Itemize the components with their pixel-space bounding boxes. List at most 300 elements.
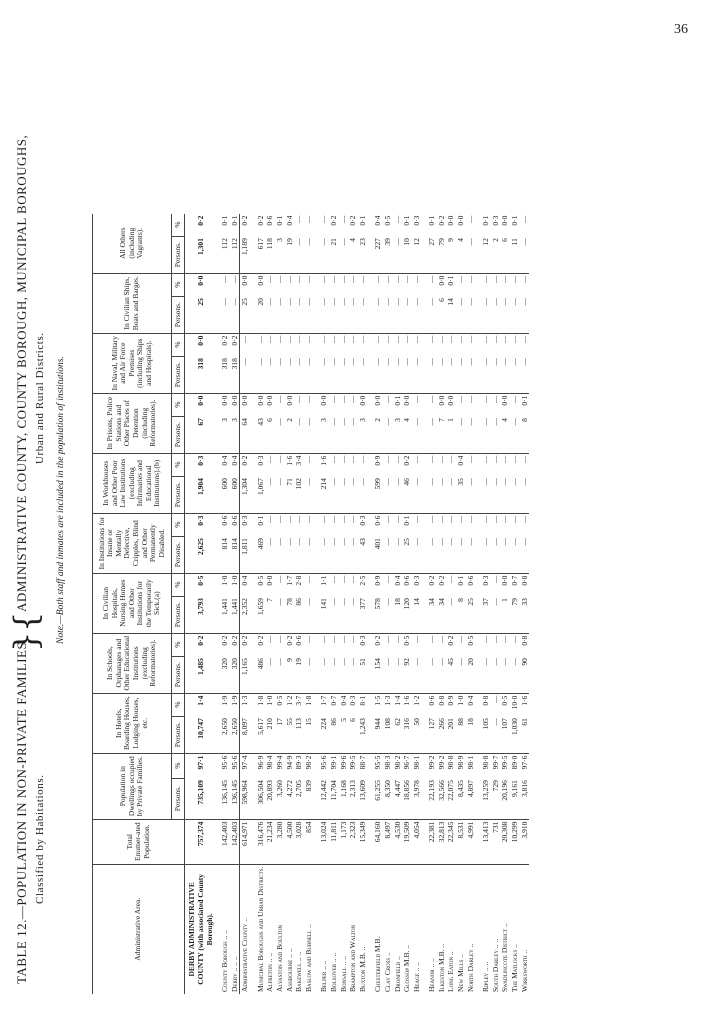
cell-persons: — — [481, 476, 491, 513]
cell-percent: — — [265, 275, 275, 284]
cell-percent: 0·2 — [446, 635, 456, 646]
cell-persons: — — [510, 536, 520, 573]
cell-total: 11,811 — [329, 819, 339, 864]
cell-percent: 0·5 — [500, 695, 510, 706]
cell-percent: 0·1 — [402, 515, 412, 526]
cell-persons: — — [304, 656, 314, 693]
cell-persons: — — [358, 356, 368, 393]
cell-total: 3,280 — [275, 819, 285, 864]
cell-percent: 89·0 — [510, 755, 520, 770]
table-row — [240, 214, 250, 994]
cell-percent: — — [303, 215, 313, 224]
cell-percent: 0·2 — [348, 215, 358, 226]
subheader-persons: Persons. — [172, 476, 185, 513]
cell-persons: 578 — [373, 596, 383, 633]
cell-percent: 0·6 — [373, 515, 383, 526]
cell-percent: 0·0 — [265, 395, 275, 406]
cell-persons: 6 — [437, 296, 447, 333]
cell-percent: 0·2 — [240, 215, 250, 226]
cell-percent: — — [348, 515, 358, 524]
cell-persons: 2,313 — [348, 778, 358, 819]
cell-persons: 13,609 — [358, 778, 368, 819]
cell-percent: 1·0 — [265, 695, 275, 706]
cell-percent: 0·3 — [490, 215, 500, 226]
cell-percent: — — [392, 515, 402, 524]
row-area-name: North Darley .. — [465, 943, 475, 992]
cell-percent: 0·2 — [240, 635, 250, 646]
subheader-percent: % — [172, 393, 185, 416]
cell-total: 854 — [304, 819, 314, 864]
cell-persons: 20 — [466, 656, 476, 693]
cell-total: 8,497 — [383, 819, 393, 864]
cell-persons: 17 — [275, 716, 285, 753]
cell-percent: 0·9 — [446, 695, 456, 706]
cell-persons: — — [412, 296, 422, 333]
cell-persons: 10 — [402, 236, 412, 273]
cell-persons: 1,168 — [339, 778, 349, 819]
cell-percent: — — [519, 455, 529, 464]
cell-percent: 0·6 — [465, 575, 475, 586]
cell-persons: 21 — [329, 236, 339, 273]
cell-persons: 1,811 — [240, 536, 250, 573]
cell-persons: — — [491, 296, 501, 333]
cell-persons: — — [491, 356, 501, 393]
cell-percent: 0·2 — [240, 455, 250, 466]
cell-persons: — — [481, 416, 491, 453]
cell-persons: — — [275, 536, 285, 573]
cell-percent: — — [500, 455, 510, 464]
cell-persons: 1,485 — [185, 656, 215, 693]
cell-persons: 141 — [319, 596, 329, 633]
cell-percent: — — [357, 335, 367, 344]
cell-persons: 32,566 — [437, 778, 447, 819]
cell-percent: — — [382, 395, 392, 404]
cell-percent: 98·8 — [481, 755, 491, 770]
table-row — [329, 214, 339, 994]
cell-persons: — — [294, 236, 304, 273]
table-row — [294, 214, 304, 994]
cell-percent: — — [427, 275, 437, 284]
cell-percent: 0·2 — [436, 575, 446, 586]
cell-percent: 0·8 — [481, 695, 491, 706]
cell-percent: — — [465, 455, 475, 464]
cell-total: 4,054 — [412, 819, 422, 864]
cell-percent: 88·7 — [357, 755, 367, 770]
cell-persons: — — [412, 416, 422, 453]
cell-persons: 3 — [220, 416, 230, 453]
cell-percent: — — [338, 635, 348, 644]
cell-persons: — — [329, 356, 339, 393]
cell-percent: 0·1 — [274, 215, 284, 226]
cell-persons: 227 — [373, 236, 383, 273]
cell-persons: 3 — [319, 416, 329, 453]
cell-percent: — — [465, 515, 475, 524]
cell-percent: 1·3 — [382, 695, 392, 706]
cell-persons: — — [402, 296, 412, 333]
cell-persons: 1,441 — [230, 596, 240, 633]
cell-percent: 0·2 — [230, 633, 240, 656]
cell-percent: — — [284, 515, 294, 524]
table-row — [491, 214, 501, 994]
cell-total: 3,028 — [294, 819, 304, 864]
cell-persons: — — [275, 656, 285, 693]
cell-persons: — — [265, 656, 275, 693]
cell-percent: — — [338, 335, 348, 344]
cell-percent: 3·7 — [294, 695, 304, 706]
cell-total: 32,813 — [437, 819, 447, 864]
cell-persons: — — [491, 416, 501, 453]
row-area-name: Municipal Boroughs and Urban Districts. — [255, 866, 265, 992]
cell-percent: 0·0 — [319, 395, 329, 406]
cell-percent: — — [490, 575, 500, 584]
cell-persons: 8,435 — [456, 778, 466, 819]
cell-percent: 0·0 — [357, 395, 367, 406]
cell-persons: — — [373, 296, 383, 333]
subheader-percent: % — [172, 214, 185, 237]
cell-persons: — — [393, 476, 403, 513]
cell-percent: — — [338, 395, 348, 404]
row-area-name: Wirksworth .. — [519, 949, 529, 992]
cell-percent: — — [510, 395, 520, 404]
cell-persons: — — [466, 416, 476, 453]
cell-percent: — — [284, 335, 294, 344]
cell-persons: 617 — [256, 236, 266, 273]
cell-persons: 19 — [285, 236, 295, 273]
cell-persons: — — [358, 476, 368, 513]
cell-persons: 35 — [456, 476, 466, 513]
cell-persons: 136,145 — [230, 778, 240, 819]
cell-persons: — — [275, 596, 285, 633]
cell-persons: — — [510, 416, 520, 453]
cell-persons: 61,255 — [373, 778, 383, 819]
cell-percent: 0·1 — [510, 215, 520, 226]
cell-percent: — — [411, 275, 421, 284]
cell-persons: — — [446, 356, 456, 393]
cell-persons: — — [491, 716, 501, 753]
header-area: Administrative Area. — [93, 864, 185, 994]
cell-persons: — — [500, 476, 510, 513]
cell-percent: — — [274, 515, 284, 524]
cell-percent: — — [303, 335, 313, 344]
cell-persons: — — [265, 356, 275, 393]
cell-persons: — — [446, 596, 456, 633]
subheader-percent: % — [172, 573, 185, 596]
cell-total: 3,910 — [520, 819, 530, 864]
row-area-name: Bonsall .. .. — [338, 956, 348, 992]
cell-percent: — — [427, 335, 437, 344]
cell-persons: — — [275, 476, 285, 513]
cell-percent: 0·2 — [230, 333, 240, 356]
cell-percent: — — [490, 275, 500, 284]
cell-percent: — — [294, 215, 304, 224]
cell-persons: — — [427, 356, 437, 393]
cell-percent: — — [456, 275, 466, 284]
cell-percent: 0·4 — [373, 215, 383, 226]
cell-persons: — — [285, 536, 295, 573]
cell-percent: 0·3 — [348, 695, 358, 706]
cell-persons: 1,067 — [256, 476, 266, 513]
header-schools: In Schools, Orphanages and Other Educational Institutions (excluding Reformatories). — [93, 633, 172, 693]
cell-percent: 0·6 — [427, 695, 437, 706]
cell-percent: 1·6 — [402, 695, 412, 706]
cell-persons: 3,816 — [520, 778, 530, 819]
cell-total: 22,345 — [446, 819, 456, 864]
cell-persons: — — [393, 236, 403, 273]
cell-percent: 94·9 — [284, 755, 294, 770]
row-area-name: Heanor .. .. — [427, 958, 437, 992]
subheader-persons: Persons. — [172, 416, 185, 453]
cell-percent: — — [373, 275, 383, 284]
cell-percent: — — [465, 275, 475, 284]
cell-persons: — — [339, 236, 349, 273]
cell-percent: 0·8 — [519, 575, 529, 586]
cell-percent: 0·3 — [240, 515, 250, 526]
cell-persons: — — [294, 536, 304, 573]
cell-persons: — — [348, 596, 358, 633]
cell-percent: 0·2 — [373, 635, 383, 646]
cell-percent: — — [348, 275, 358, 284]
cell-persons: 20 — [256, 296, 266, 333]
cell-persons: 25 — [240, 296, 250, 333]
cell-percent: — — [303, 455, 313, 464]
cell-percent: 0·4 — [392, 575, 402, 586]
cell-persons: 814 — [220, 536, 230, 573]
cell-percent: 0·0 — [240, 275, 250, 286]
table-row — [510, 214, 520, 994]
cell-percent: — — [481, 515, 491, 524]
cell-persons: — — [383, 416, 393, 453]
cell-percent: — — [348, 575, 358, 584]
cell-persons: 22,193 — [427, 778, 437, 819]
cell-persons: 78 — [285, 596, 295, 633]
cell-persons: 13,259 — [481, 778, 491, 819]
cell-percent: 0·1 — [456, 575, 466, 586]
table-row — [230, 214, 240, 994]
cell-percent: 0·0 — [195, 275, 205, 286]
cell-percent: — — [348, 455, 358, 464]
row-area-name: New Mills .. — [456, 954, 466, 992]
cell-total: 64,160 — [373, 819, 383, 864]
cell-percent: 0·6 — [265, 215, 275, 226]
cell-persons: — — [275, 356, 285, 393]
cell-percent: 95·6 — [319, 755, 329, 770]
cell-percent: 0·3 — [255, 455, 265, 466]
cell-percent: 1·6 — [519, 695, 529, 706]
cell-persons: 120 — [402, 596, 412, 633]
cell-percent: — — [411, 335, 421, 344]
cell-persons: 5,617 — [256, 716, 266, 753]
cell-percent: — — [382, 275, 392, 284]
cell-persons: — — [339, 536, 349, 573]
cell-percent: 0·2 — [195, 215, 205, 226]
table-title: TABLE 12.—POPULATION IN NON-PRIVATE FAMILIES — [14, 641, 29, 984]
cell-percent: 0·2 — [255, 635, 265, 646]
cell-persons: 79 — [437, 236, 447, 273]
cell-percent: — — [427, 395, 437, 404]
cell-percent: 95·6 — [230, 753, 240, 778]
cell-percent: 0·4 — [240, 575, 250, 586]
cell-persons: 25 — [185, 296, 215, 333]
cell-percent: 0·6 — [402, 575, 412, 586]
cell-persons: — — [339, 416, 349, 453]
cell-persons: 318 — [185, 356, 215, 393]
cell-percent: — — [274, 395, 284, 404]
cell-percent: — — [338, 455, 348, 464]
row-area-name: Alfreton .. .. — [265, 952, 275, 992]
cell-persons: 10,747 — [185, 716, 215, 753]
table-row — [446, 214, 456, 994]
cell-persons: 12 — [412, 236, 422, 273]
cell-percent: 99·4 — [274, 755, 284, 770]
cell-percent: 98·9 — [456, 755, 466, 770]
row-area-name: Ripley .. .. — [481, 961, 491, 992]
cell-persons: — — [466, 356, 476, 393]
row-area-name: South Darley .. .. — [490, 938, 500, 992]
cell-persons: 9 — [285, 656, 295, 693]
page-number: 36 — [674, 22, 688, 37]
row-area-name: Administrative County .. — [240, 917, 250, 992]
row-area-name: Glossop M.B. .. — [402, 945, 412, 992]
cell-percent: 10·0 — [510, 695, 520, 710]
cell-percent: 0·0 — [240, 395, 250, 406]
cell-percent: 0·0 — [402, 395, 412, 406]
row-area-name: Heage .. .. — [411, 962, 421, 992]
cell-persons: — — [437, 536, 447, 573]
cell-persons: — — [220, 296, 230, 333]
cell-percent: — — [490, 635, 500, 644]
header-others: All Others (including Vagrants). — [93, 214, 172, 274]
cell-percent: 0·0 — [446, 215, 456, 226]
cell-persons: 55 — [285, 716, 295, 753]
cell-persons: — — [329, 596, 339, 633]
cell-persons: 839 — [304, 778, 314, 819]
row-area-name: Brampton and Walton — [348, 924, 358, 992]
cell-persons: — — [240, 356, 250, 393]
cell-persons: — — [466, 536, 476, 573]
subheader-persons: Persons. — [172, 236, 185, 273]
cell-percent: — — [490, 335, 500, 344]
cell-persons: — — [456, 356, 466, 393]
cell-persons: — — [358, 296, 368, 333]
cell-persons: 2,650 — [220, 716, 230, 753]
cell-percent: — — [436, 515, 446, 524]
cell-persons: — — [510, 656, 520, 693]
row-area-name: Bolsover .. .. — [328, 952, 338, 992]
cell-persons: 18 — [393, 596, 403, 633]
cell-persons: 1,304 — [240, 476, 250, 513]
cell-percent: 96·7 — [402, 755, 412, 770]
cell-persons: — — [412, 656, 422, 693]
cell-persons: — — [319, 296, 329, 333]
cell-percent: — — [382, 335, 392, 344]
cell-persons: 1,243 — [358, 716, 368, 753]
cell-persons: 14 — [446, 296, 456, 333]
cell-percent: — — [510, 275, 520, 284]
cell-percent: — — [490, 695, 500, 704]
cell-persons: — — [427, 536, 437, 573]
cell-percent: — — [427, 455, 437, 464]
table-row — [275, 214, 285, 994]
cell-persons: — — [481, 296, 491, 333]
cell-percent: — — [303, 395, 313, 404]
cell-persons: 3 — [230, 416, 240, 453]
cell-persons: 51 — [358, 656, 368, 693]
cell-percent: 0·2 — [436, 215, 446, 226]
cell-percent: 1·9 — [230, 693, 240, 716]
cell-persons: 12 — [481, 236, 491, 273]
cell-persons: 8,097 — [240, 716, 250, 753]
cell-percent: — — [348, 635, 358, 644]
cell-percent: 99·2 — [436, 755, 446, 770]
table-row — [481, 214, 491, 994]
cell-percent: — — [319, 215, 329, 224]
cell-persons: — — [412, 536, 422, 573]
cell-persons: 1,165 — [240, 656, 250, 693]
cell-persons: 105 — [481, 716, 491, 753]
cell-total: 614,971 — [240, 819, 250, 864]
cell-percent: 0·3 — [357, 635, 367, 646]
cell-persons: 3,978 — [412, 778, 422, 819]
cell-percent: 0·3 — [357, 515, 367, 526]
cell-persons: — — [500, 656, 510, 693]
cell-persons: 486 — [256, 656, 266, 693]
cell-persons: 33 — [520, 596, 530, 633]
cell-percent: 0·1 — [519, 395, 529, 406]
cell-total: 4,530 — [393, 819, 403, 864]
cell-percent: 97·6 — [519, 755, 529, 770]
cell-percent: 0·0 — [230, 393, 240, 416]
cell-percent: 0·8 — [436, 695, 446, 706]
cell-percent: — — [319, 275, 329, 284]
cell-persons: — — [491, 596, 501, 633]
cell-persons: — — [456, 416, 466, 453]
cell-percent: — — [303, 515, 313, 524]
cell-persons: 7 — [437, 416, 447, 453]
cell-persons: — — [437, 656, 447, 693]
table-note: Note.—Both staff and inmates are included in the population of institutions. — [56, 356, 66, 644]
cell-percent: — — [402, 335, 412, 344]
cell-persons: — — [393, 296, 403, 333]
cell-percent: — — [348, 395, 358, 404]
cell-total: 757,374 — [185, 819, 215, 864]
cell-persons: 729 — [491, 778, 501, 819]
cell-persons: — — [275, 416, 285, 453]
cell-persons: 1,189 — [240, 236, 250, 273]
cell-percent: 0·4 — [338, 695, 348, 706]
subheader-percent: % — [172, 273, 185, 296]
cell-persons: — — [256, 356, 266, 393]
cell-percent: 95·5 — [373, 755, 383, 770]
table-row — [348, 214, 358, 994]
cell-percent: 0·0 — [255, 275, 265, 286]
cell-persons: 4,272 — [285, 778, 295, 819]
cell-percent: 0·0 — [436, 395, 446, 406]
row-area-name: Dronfield .. — [392, 956, 402, 992]
cell-percent: 0·4 — [220, 455, 229, 466]
cell-persons: — — [339, 476, 349, 513]
subheader-persons: Persons. — [172, 296, 185, 333]
cell-persons: — — [500, 356, 510, 393]
cell-percent: — — [481, 455, 491, 464]
row-area-name: The Matlocks .. — [510, 944, 520, 992]
cell-total: 13,024 — [319, 819, 329, 864]
cell-percent: 89·3 — [294, 755, 304, 770]
cell-persons: — — [383, 476, 393, 513]
cell-persons: — — [427, 476, 437, 513]
cell-percent: 0·9 — [373, 455, 383, 466]
cell-persons: 127 — [427, 716, 437, 753]
cell-persons: 318 — [230, 356, 240, 393]
